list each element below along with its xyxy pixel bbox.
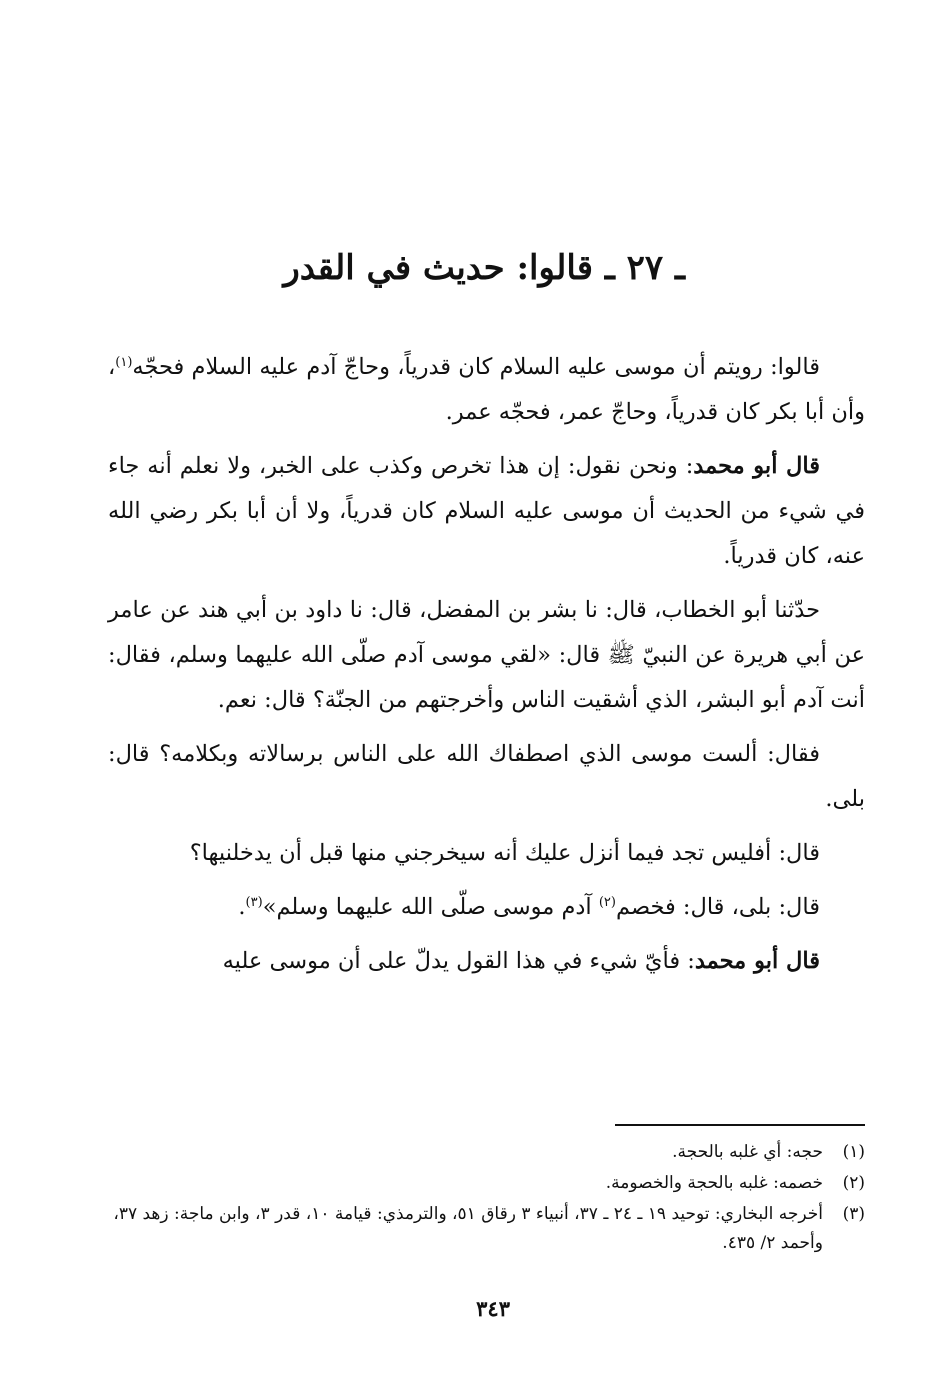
footnote-text: حجه: أي غلبه بالحجة.: [672, 1142, 823, 1162]
paragraph-2-text: : ونحن نقول: إن هذا تخرص وكذب على الخبر، ولا نعلم أنه جاء في شيء من الحديث أن موسى عليه السلام كان قدرياً، ولا أن أبا بكر رضي الله عنه، كان قدرياً.: [108, 453, 865, 569]
paragraph-3-text: حدّثنا أبو الخطاب، قال: نا بشر بن المفضل، قال: نا داود بن أبي هند عن عامر عن أبي هريرة عن النبيّ ﷺ قال: «لقي موسى آدم صلّى الله عليهما وسلم، فقال: أنت آدم أبو البشر، الذي أشقيت الناس وأخرجتهم من الجنّة؟ قال: نعم.: [108, 597, 865, 713]
footnote-number: (٣): [842, 1204, 865, 1224]
footnote-1: [108, 1138, 865, 1167]
footnote-2: [108, 1169, 865, 1198]
speaker-label: قال أبو محمد: [694, 948, 820, 974]
paragraph-6-text: قال: بلى، قال: فخصم: [615, 894, 820, 920]
footnote-number: (١): [842, 1142, 865, 1162]
paragraph-4-text: فقال: ألست موسى الذي اصطفاك الله على الناس برسالاته وبكلامه؟ قال: بلى.: [108, 741, 865, 812]
footnotes: [108, 1138, 865, 1260]
paragraph-2: [108, 444, 865, 579]
footnote-number: (٢): [842, 1173, 865, 1193]
footnote-divider: [615, 1124, 865, 1126]
footnote-text: خصمه: غلبه بالحجة والخصومة.: [605, 1173, 823, 1193]
paragraph-4: [108, 732, 865, 822]
paragraph-7: [108, 939, 865, 984]
footnote-ref-2: (٢): [598, 895, 616, 910]
paragraph-6-text-cont: آدم موسى صلّى الله عليهما وسلم»: [262, 894, 599, 920]
footnote-ref-1: (١): [115, 355, 133, 370]
paragraph-1-text-cont: ، وأن أبا بكر كان قدرياً، وحاجّ عمر، فحجّه عمر.: [108, 354, 865, 425]
paragraph-5-text: قال: أفليس تجد فيما أنزل عليك أنه سيخرجني منها قبل أن يدخلنيها؟: [189, 840, 820, 866]
footnote-text: أخرجه البخاري: توحيد ١٩ ـ ٢٤ ـ ٣٧، أنبياء ٣ رقاق ٥١، والترمذي: قيامة ١٠، قدر ٣، وابن ماجة: زهد ٣٧، وأحمد ٢/ ٤٣٥.: [113, 1204, 823, 1253]
paragraph-3: [108, 588, 865, 723]
footnote-3: [108, 1200, 865, 1258]
paragraph-1-text: قالوا: رويتم أن موسى عليه السلام كان قدرياً، وحاجّ آدم عليه السلام فحجّه: [132, 354, 820, 380]
footnote-ref-3: (٣): [245, 895, 263, 910]
paragraph-1: [108, 345, 865, 435]
paragraph-6-text-end: .: [238, 894, 246, 920]
book-page: [108, 0, 865, 1387]
paragraph-7-text: : فأيّ شيء في هذا القول يدلّ على أن موسى عليه: [222, 948, 695, 974]
page-number: ٣٤٣: [476, 1296, 510, 1321]
paragraph-6: [108, 885, 865, 930]
speaker-label: قال أبو محمد: [693, 453, 821, 479]
paragraph-5: [108, 831, 865, 876]
chapter-title: ـ ٢٧ ـ قالوا: حديث في القدر: [283, 248, 685, 288]
body-text: [108, 345, 865, 993]
